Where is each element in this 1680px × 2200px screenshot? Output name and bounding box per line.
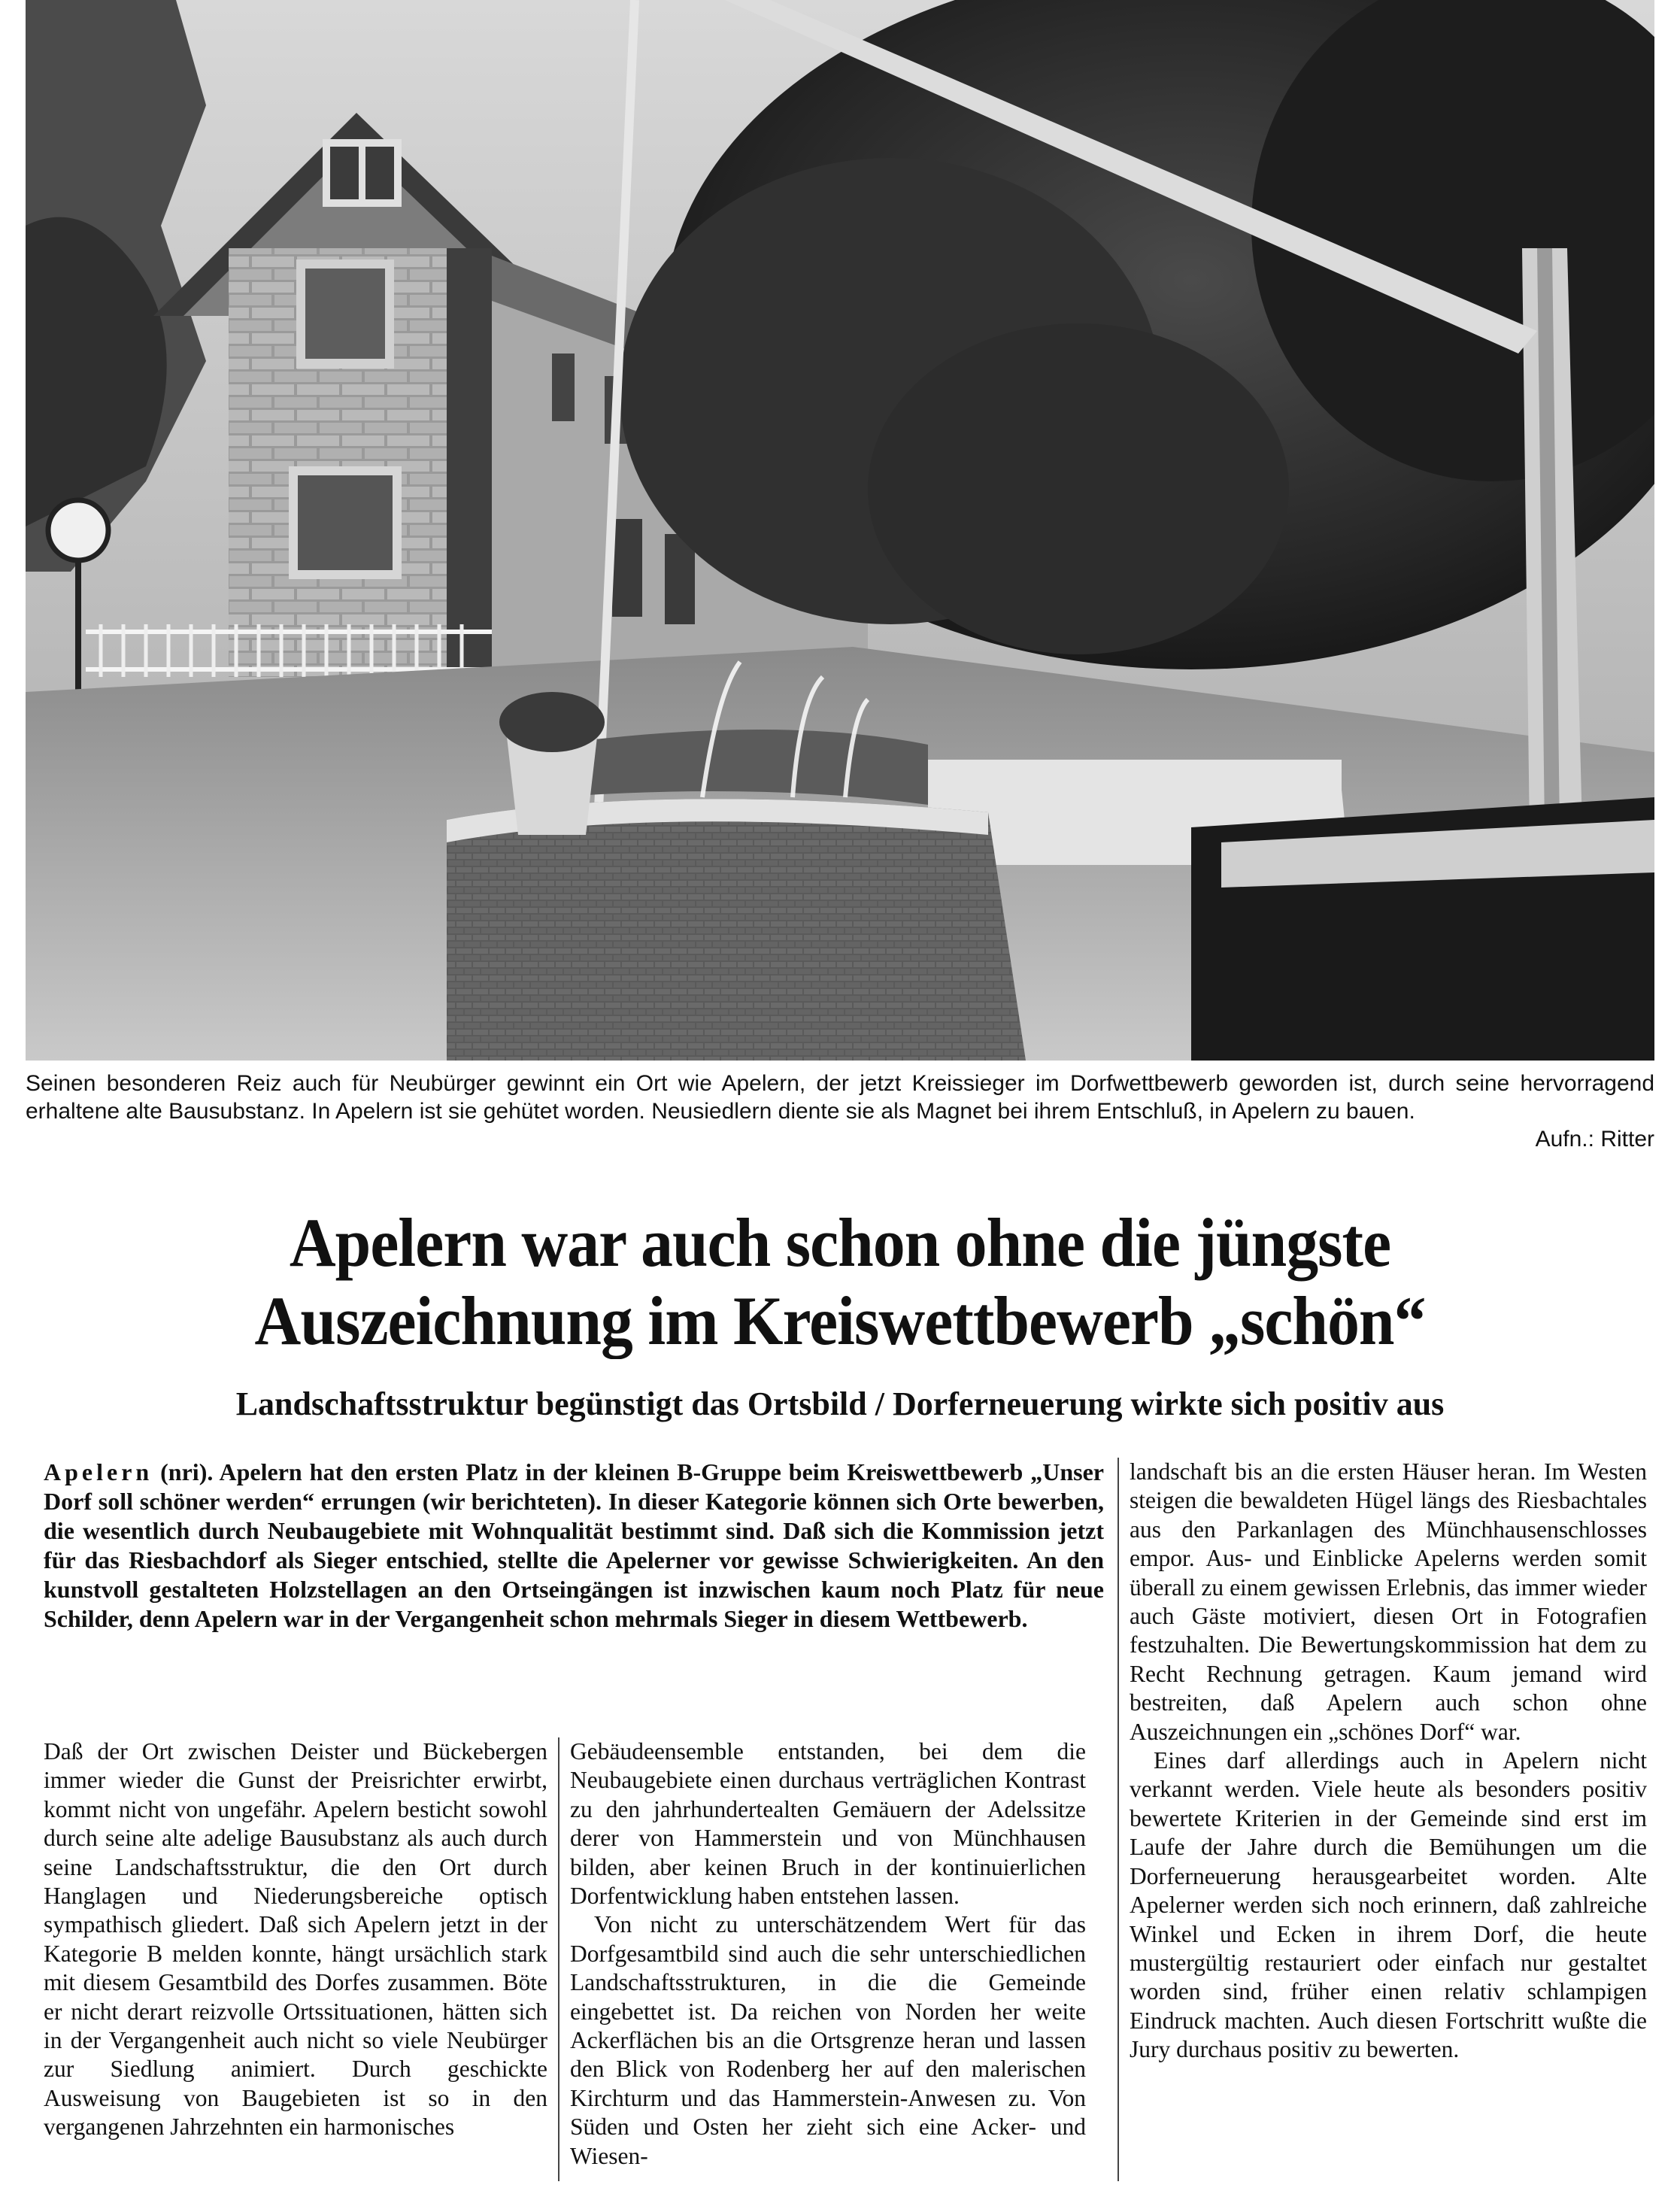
article-headline [83, 1203, 1597, 1360]
body-column-1 [44, 1737, 547, 2142]
body-paragraph: Eines darf allerdings auch in Apelern nicht verkannt werden. Viele heute als besonders positiv bewertete Kriterien in der Gemeinde sind erst im Laufe der Jahre durch die Bemühungen um die Dorferneuerung herausgearbeitet worden. Alte Apelerner werden sich noch erinnern, daß zahlreiche Winkel und Ecken in ihrem Dorf, die heute mustergültig restauriert oder einfach nur gestaltet worden sind, früher einen relativ schlampigen Eindruck machten. Auch diesen Fortschritt wußte die Jury durchaus positiv zu bewerten. [1130, 1747, 1647, 2063]
dateline-place: Apelern [44, 1458, 153, 1485]
lead-paragraph [44, 1458, 1104, 1634]
article-subheadline: Landschaftsstruktur begünstigt das Ortsbild / Dorferneuerung wirkte sich positiv aus [235, 1385, 1445, 1422]
headline-line-2: Auszeichnung im Kreiswettbewerb „schön“ [254, 1282, 1426, 1359]
lead-text: (nri). Apelern hat den ersten Platz in der kleinen B-Gruppe beim Kreiswettbewerb „Unser Dorf soll schöner werden“ errungen (wir berichteten). In dieser Kategorie können sich Orte bewerben, die wesentlich durch Neubaugebiete mit Wohnqualität bestimmt sind. Daß sich die Kommission jetzt für das Riesbachdorf als Sieger entschied, stellte die Apelerner vor gewisse Schwierigkeiten. An den kunstvoll gestalteten Holzstellagen an den Ortseingängen ist inzwischen kaum noch Platz für neue Schilder, denn Apelern war in der Vergangenheit schon mehrmals Sieger in diesem Wettbewerb. [44, 1458, 1104, 1632]
body-paragraph: landschaft bis an die ersten Häuser heran. Im Westen steigen die bewaldeten Hügel längs des Riesbachtales aus den Parkanlagen des Münchhausenschlosses empor. Aus- und Einblicke Apelerns werden somit überall zu einem gewissen Erlebnis, das immer wieder auch Gäste motiviert, diesen Ort in Fotografien festzuhalten. Die Bewertungskommission hat dem zu Recht Rechnung getragen. Kaum jemand wird bestreiten, daß Apelern auch schon ohne Auszeichnungen ein „schönes Dorf“ war. [1130, 1458, 1647, 1745]
body-paragraph: Daß der Ort zwischen Deister und Bückebergen immer wieder die Gunst der Preisrichter erwirbt, kommt nicht von ungefähr. Apelern besticht sowohl durch seine alte adelige Bausubstanz als auch durch seine Landschaftsstruktur, die den Ort durch Hanglagen und Niederungsbereiche optisch sympathisch gliedert. Daß sich Apelern jetzt in der Kategorie B melden konnte, hängt ursächlich stark mit diesem Gesamtbild des Dorfes zusammen. Böte er nicht derart reizvolle Ortssituationen, hätten sich in der Vergangenheit auch nicht so viele Neubürger zur Siedlung animiert. Durch geschickte Ausweisung von Baugebieten ist so in den vergangenen Jahrzehnten ein harmonisches [44, 1738, 547, 2141]
column-divider [1117, 1458, 1119, 2181]
body-column-3 [1130, 1458, 1647, 2065]
body-paragraph: Gebäudeensemble entstanden, bei dem die Neubaugebiete einen durchaus verträglichen Kontrast zu den jahrhundertealten Gemäuern der Adelssitze derer von Hammerstein und von Münchhausen bilden, aber keinen Bruch in der kontinuierlichen Dorfentwicklung haben entstehen lassen. [570, 1738, 1086, 1910]
photo-credit: Aufn.: Ritter [1535, 1127, 1654, 1152]
column-divider [558, 1737, 559, 2181]
headline-line-1: Apelern war auch schon ohne die jüngste [289, 1204, 1391, 1281]
body-column-2 [570, 1737, 1086, 2171]
article-photo [26, 0, 1654, 1061]
village-fountain-photo-icon [26, 0, 1654, 1061]
body-paragraph: Von nicht zu unterschätzendem Wert für das Dorfgesamtbild sind auch die sehr unterschiedlichen Landschaftsstrukturen, in die die Gemeinde eingebettet ist. Da reichen von Norden her weite Ackerflächen bis an die Ortsgrenze heran und lassen den Blick von Rodenberg her auf den malerischen Kirchturm und das Hammerstein-Anwesen zu. Von Süden und Osten her zieht sich eine Acker- und Wiesen- [570, 1911, 1086, 2169]
photo-caption: Seinen besonderen Reiz auch für Neubürger gewinnt ein Ort wie Apelern, der jetzt Kreissieger im Dorfwettbewerb geworden ist, durch seine hervorragend erhaltene alte Bausubstanz. In Apelern ist sie gehütet worden. Neusiedlern diente sie als Magnet bei ihrem Entschluß, in Apelern zu bauen. [26, 1071, 1654, 1124]
